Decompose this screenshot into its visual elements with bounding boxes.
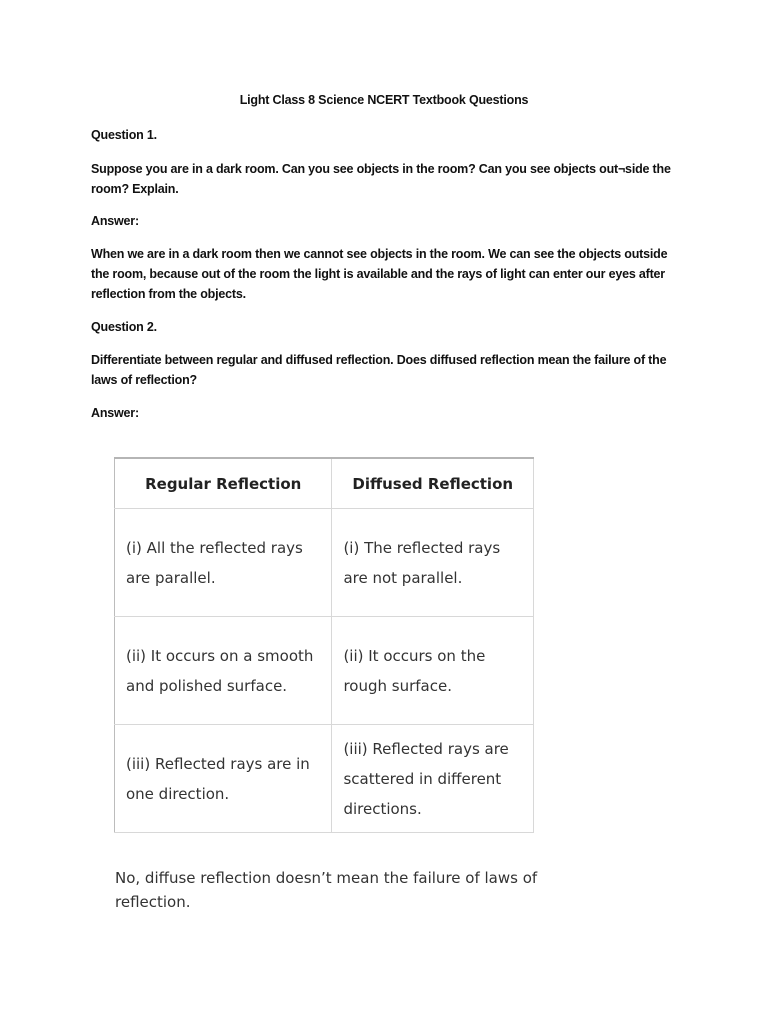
question-1-label: Question 1. bbox=[91, 128, 157, 142]
question-2-text: Differentiate between regular and diffused reflection. Does diffused reflection mean the failure of the laws of reflection? bbox=[91, 353, 667, 387]
conclusion-text: No, diffuse reflection doesn’t mean the failure of laws of reflection. bbox=[115, 869, 538, 911]
table-cell-regular-2: (ii) It occurs on a smooth and polished surface. bbox=[115, 617, 332, 725]
table-row bbox=[115, 509, 534, 617]
header-diffused-reflection: Diffused Reflection bbox=[332, 458, 534, 509]
question-2-label: Question 2. bbox=[91, 320, 157, 334]
table-row bbox=[115, 725, 534, 833]
table-row bbox=[115, 617, 534, 725]
table-cell-regular-1: (i) All the reflected rays are parallel. bbox=[115, 509, 332, 617]
reflection-comparison-table bbox=[114, 457, 534, 829]
table-cell-diffused-1: (i) The reflected rays are not parallel. bbox=[332, 509, 534, 617]
document-title: Light Class 8 Science NCERT Textbook Questions bbox=[239, 93, 529, 107]
question-1-text: Suppose you are in a dark room. Can you see objects in the room? Can you see objects out¬side the room? Explain. bbox=[91, 162, 671, 196]
answer-1-label: Answer: bbox=[91, 214, 139, 228]
table-cell-regular-3: (iii) Reflected rays are in one direction. bbox=[115, 725, 332, 833]
answer-1-text: When we are in a dark room then we cannot see objects in the room. We can see the objects outside the room, because out of the room the light is available and the rays of light can enter our eyes after reflection from the objects. bbox=[91, 247, 668, 301]
header-regular-reflection: Regular Reflection bbox=[115, 458, 332, 509]
comparison-table bbox=[114, 457, 534, 833]
answer-2-label: Answer: bbox=[91, 406, 139, 420]
table-cell-diffused-2: (ii) It occurs on the rough surface. bbox=[332, 617, 534, 725]
table-cell-diffused-3: (iii) Reflected rays are scattered in different directions. bbox=[332, 725, 534, 833]
table-header-row bbox=[115, 458, 534, 509]
